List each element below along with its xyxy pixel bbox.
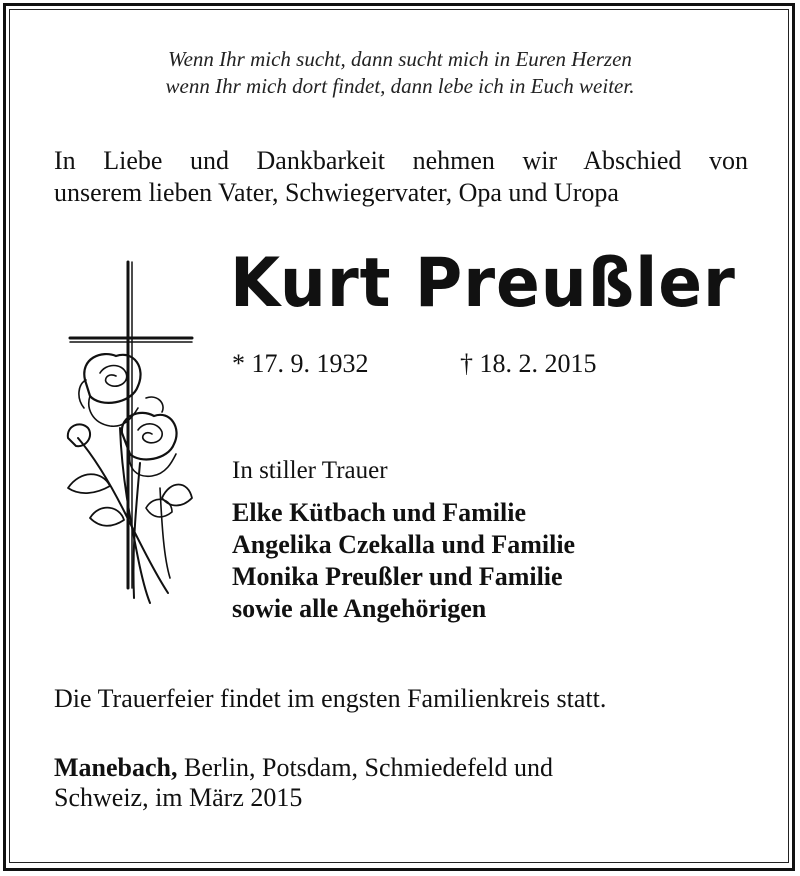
place-rest: Berlin, Potsdam, Schmiedefeld und xyxy=(177,753,554,782)
mourning-heading: In stiller Trauer xyxy=(232,457,388,484)
funeral-note: Die Trauerfeier findet im engsten Familienkreis statt. xyxy=(54,684,607,713)
mourners-list xyxy=(232,497,575,625)
cross-with-roses-icon xyxy=(50,258,210,618)
death-date: † 18. 2. 2015 xyxy=(460,349,597,378)
motto-line-2: wenn Ihr mich dort findet, dann lebe ich in Euch weiter. xyxy=(165,74,635,98)
mourner-line: sowie alle Angehörigen xyxy=(232,594,487,623)
birth-date: * 17. 9. 1932 xyxy=(232,349,369,378)
mourner-line: Angelika Czekalla und Familie xyxy=(232,530,576,559)
intro-line-2: unserem lieben Vater, Schwiegervater, Opa und Uropa xyxy=(54,178,619,207)
deceased-name: Kurt Preußler xyxy=(230,244,736,323)
motto-line-1: Wenn Ihr mich sucht, dann sucht mich in Euren Herzen xyxy=(168,47,632,71)
place-and-date xyxy=(54,753,694,813)
intro-line-1: In Liebe und Dankbarkeit nehmen wir Abschied von xyxy=(54,146,748,175)
place-line-1 xyxy=(54,753,694,783)
intro-text xyxy=(54,145,748,209)
place-bold: Manebach, xyxy=(54,753,178,782)
mourner-line: Elke Kütbach und Familie xyxy=(232,498,526,527)
mourner-line: Monika Preußler und Familie xyxy=(232,562,563,591)
place-line-2: Schweiz, im März 2015 xyxy=(54,783,303,812)
motto xyxy=(0,46,800,100)
